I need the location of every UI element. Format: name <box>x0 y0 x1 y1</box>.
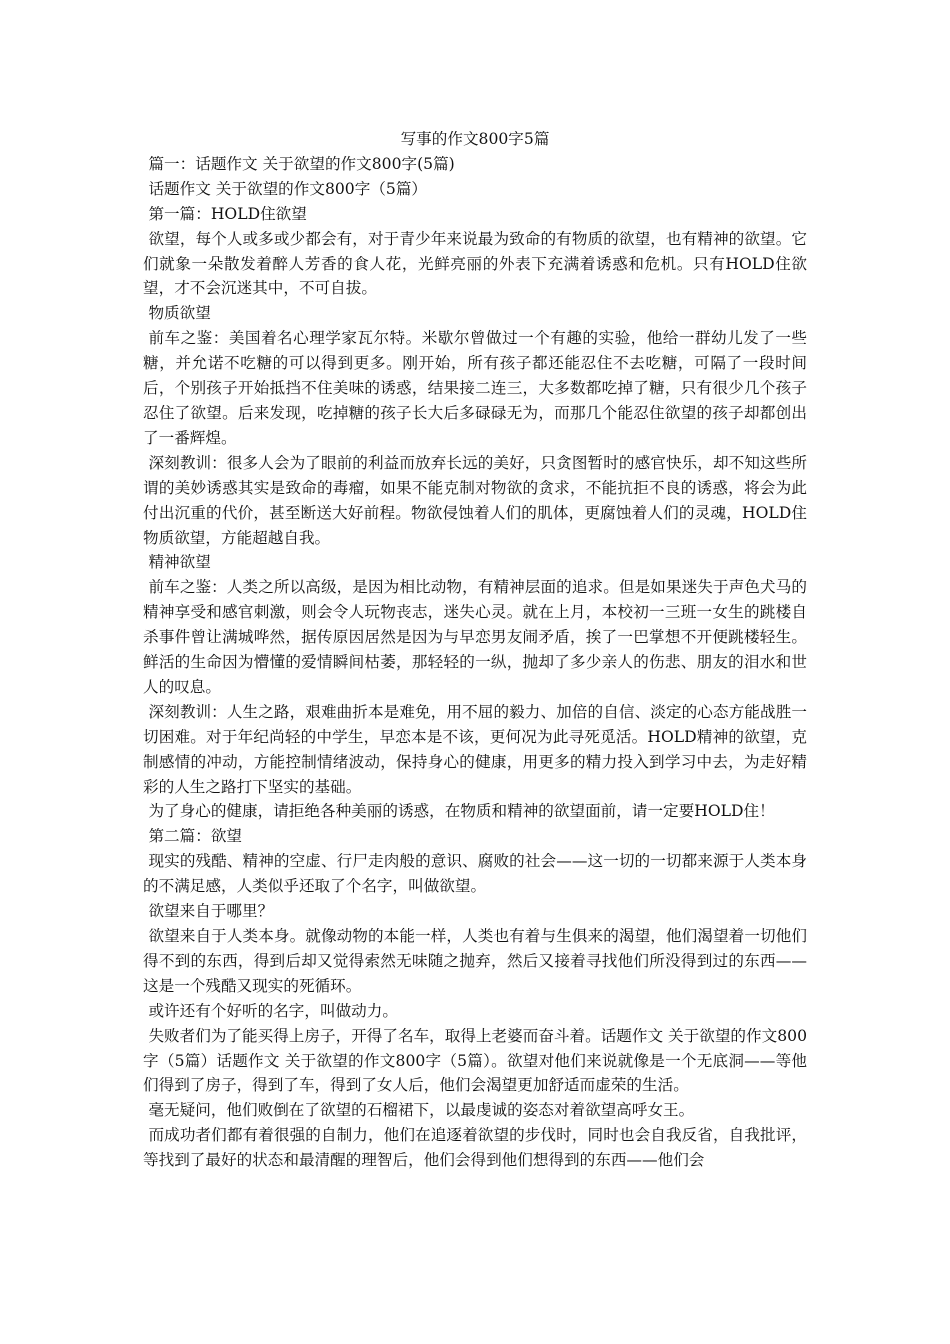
document-title: 写事的作文800字5篇 <box>400 130 550 148</box>
paragraph: 第一篇：HOLD住欲望 <box>148 204 307 223</box>
paragraph: 前车之鉴：人类之所以高级，是因为相比动物，有精神层面的追求。但是如果迷失于声色犬马的精神享受和感官刺激，则会令人玩物丧志，迷失心灵。就在上月，本校初一三班一女生的跳楼自杀事件曾让满城哗然，据传原因居然是因为与早恋男友闹矛盾，挨了一巴掌想不开便跳楼轻生。鲜活的生命因为懵懂的爱情瞬间枯萎，那轻轻的一纵，抛却了多少亲人的伤悲、朋友的泪水和世人的叹息。 <box>143 578 807 696</box>
paragraph: 欲望，每个人或多或少都会有，对于青少年来说最为致命的有物质的欲望，也有精神的欲望。它们就象一朵散发着醉人芳香的食人花，光鲜亮丽的外表下充满着诱惑和危机。只有HOLD住欲望，才不会沉迷其中，不可自拔。 <box>143 229 807 298</box>
paragraph: 欲望来自于人类本身。就像动物的本能一样，人类也有着与生俱来的渴望，他们渴望着一切他们得不到的东西，得到后却又觉得索然无味随之抛弃，然后又接着寻找他们所没得到过的东西——这是一个残酷又现实的死循环。 <box>143 927 807 995</box>
paragraph: 话题作文 关于欲望的作文800字（5篇） <box>148 179 428 198</box>
paragraph: 毫无疑问，他们败倒在了欲望的石榴裙下，以最虔诚的姿态对着欲望高呼女王。 <box>148 1101 695 1120</box>
paragraph: 篇一：话题作文 关于欲望的作文800字(5篇) <box>148 154 455 173</box>
paragraph: 前车之鉴：美国着名心理学家瓦尔特。米歇尔曾做过一个有趣的实验，他给一群幼儿发了一些糖，并允诺不吃糖的可以得到更多。刚开始，所有孩子都还能忍住不去吃糖，可隔了一段时间后，个别孩子开始抵挡不住美味的诱惑，结果接二连三，大多数都吃掉了糖，只有很少几个孩子忍住了欲望。后来发现，吃掉糖的孩子长大后多碌碌无为，而那几个能忍住欲望的孩子却都创出了一番辉煌。 <box>143 329 807 447</box>
document-body <box>143 152 807 1173</box>
paragraph: 深刻教训：人生之路，艰难曲折本是难免，用不屈的毅力、加倍的自信、淡定的心态方能战胜一切困难。对于年纪尚轻的中学生，早恋本是不该，更何况为此寻死觅活。HOLD精神的欲望，克制感情的冲动，方能控制情绪波动，保持身心的健康，用更多的精力投入到学习中去，为走好精彩的人生之路打下坚实的基础。 <box>143 702 807 796</box>
paragraph: 为了身心的健康，请拒绝各种美丽的诱惑，在物质和精神的欲望面前，请一定要HOLD住！ <box>148 802 775 821</box>
paragraph: 或许还有个好听的名字，叫做动力。 <box>148 1001 398 1020</box>
paragraph: 而成功者们都有着很强的自制力，他们在追逐着欲望的步伐时，同时也会自我反省，自我批评，等找到了最好的状态和最清醒的理智后，他们会得到他们想得到的东西——他们会 <box>143 1126 807 1170</box>
paragraph: 欲望来自于哪里？ <box>148 902 274 921</box>
paragraph: 物质欲望 <box>148 304 211 323</box>
paragraph: 失败者们为了能买得上房子，开得了名车，取得上老婆而奋斗着。话题作文 关于欲望的作文800字（5篇）话题作文 关于欲望的作文800字（5篇）。欲望对他们来说就像是一个无底洞——等他们得到了房子，得到了车，得到了女人后，他们会渴望更加舒适而虚荣的生活。 <box>143 1026 807 1095</box>
paragraph: 现实的残酷、精神的空虚、行尸走肉般的意识、腐败的社会——这一切的一切都来源于人类本身的不满足感，人类似乎还取了个名字，叫做欲望。 <box>143 852 807 896</box>
paragraph: 第二篇：欲望 <box>148 827 243 846</box>
document-page <box>143 127 807 1173</box>
paragraph: 精神欲望 <box>148 553 211 572</box>
paragraph: 深刻教训：很多人会为了眼前的利益而放弃长远的美好，只贪图暂时的感官快乐，却不知这些所谓的美妙诱惑其实是致命的毒瘤，如果不能克制对物欲的贪求，不能抗拒不良的诱惑，将会为此付出沉重的代价，甚至断送大好前程。物欲侵蚀着人们的肌体，更腐蚀着人们的灵魂，HOLD住物质欲望，方能超越自我。 <box>143 453 807 547</box>
